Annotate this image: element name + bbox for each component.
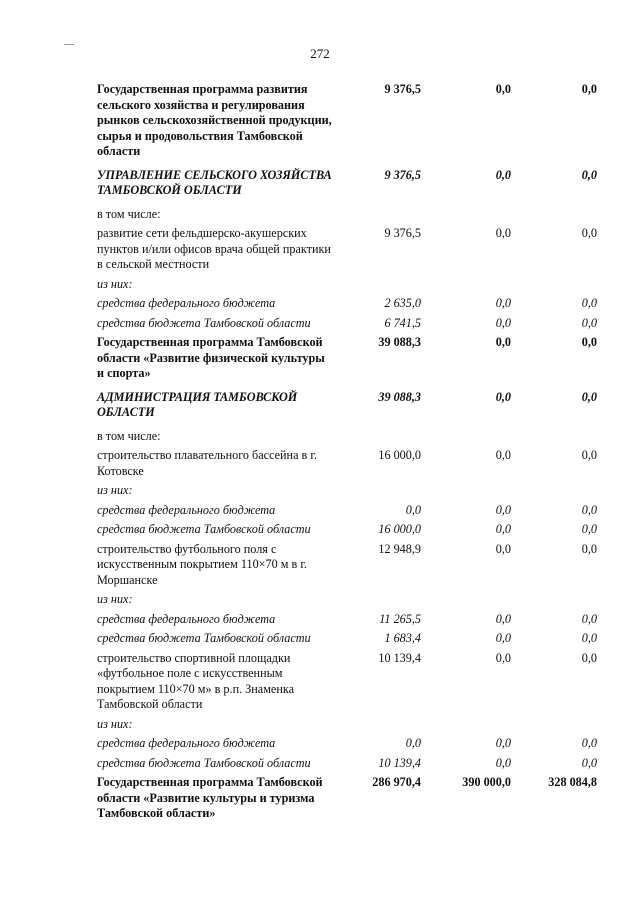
row-label: АДМИНИСТРАЦИЯ ТАМБОВСКОЙ ОБЛАСТИ xyxy=(97,389,298,419)
value-col-1: 10 139,4 xyxy=(378,650,421,665)
table-row xyxy=(97,316,597,332)
value-col-1: 9 376,5 xyxy=(384,82,421,96)
value-col-1: 10 139,4 xyxy=(378,755,421,770)
table-row xyxy=(97,296,597,312)
row-label: средства федерального бюджета xyxy=(97,611,276,626)
value-col-2: 0,0 xyxy=(495,611,511,626)
table-row xyxy=(97,522,597,538)
table-row xyxy=(97,612,597,628)
value-col-2: 0,0 xyxy=(495,335,511,349)
table-row xyxy=(97,775,597,822)
value-col-2: 0,0 xyxy=(495,755,511,770)
row-label: из них: xyxy=(97,483,133,497)
value-col-3: 0,0 xyxy=(581,335,597,349)
value-col-1: 12 948,9 xyxy=(378,541,421,556)
row-label: средства бюджета Тамбовской области xyxy=(97,315,311,330)
value-col-1: 0,0 xyxy=(405,502,421,517)
table-row xyxy=(97,207,597,223)
value-col-3: 0,0 xyxy=(581,755,597,770)
row-label: средства бюджета Тамбовской области xyxy=(97,522,311,536)
value-col-2: 0,0 xyxy=(495,82,511,96)
table-row xyxy=(97,651,597,713)
value-col-2: 0,0 xyxy=(495,167,511,182)
value-col-2: 0,0 xyxy=(495,448,511,462)
table-row xyxy=(97,503,597,519)
value-col-1: 39 088,3 xyxy=(378,335,421,349)
table-row xyxy=(97,631,597,647)
value-col-3: 0,0 xyxy=(581,167,597,182)
row-label: строительство плавательного бассейна в г. Котовске xyxy=(97,448,318,478)
row-label: строительство футбольного поля с искусственным покрытием 110×70 м в г. Моршанске xyxy=(97,541,308,587)
table-row xyxy=(97,592,597,608)
row-label: из них: xyxy=(97,592,133,606)
table-row xyxy=(97,429,597,445)
value-col-3: 0,0 xyxy=(581,502,597,517)
row-label: Государственная программа Тамбовской области «Развитие культуры и туризма Тамбовской области» xyxy=(97,775,323,820)
table-row xyxy=(97,717,597,733)
value-col-1: 39 088,3 xyxy=(378,389,421,404)
row-label: средства бюджета Тамбовской области xyxy=(97,631,311,645)
row-label: из них: xyxy=(97,716,133,731)
value-col-3: 0,0 xyxy=(581,631,597,645)
value-col-1: 286 970,4 xyxy=(372,775,421,789)
budget-table xyxy=(97,82,597,830)
scan-mark xyxy=(64,44,74,45)
value-col-2: 0,0 xyxy=(495,522,511,536)
row-label: из них: xyxy=(97,276,133,291)
value-col-1: 0,0 xyxy=(405,736,421,750)
row-label: УПРАВЛЕНИЕ СЕЛЬСКОГО ХОЗЯЙСТВА ТАМБОВСКОЙ ОБЛАСТИ xyxy=(97,167,332,197)
table-row xyxy=(97,390,597,421)
table-row xyxy=(97,483,597,499)
value-col-2: 0,0 xyxy=(495,631,511,645)
table-row xyxy=(97,448,597,479)
value-col-2: 0,0 xyxy=(495,541,511,556)
row-label: Государственная программа развития сельского хозяйства и регулирования рынков сельскохозяйственной продукции, сырья и продовольствия Тамбовской области xyxy=(97,82,332,158)
value-col-3: 0,0 xyxy=(581,389,597,404)
value-col-3: 0,0 xyxy=(581,226,597,240)
value-col-1: 9 376,5 xyxy=(384,226,421,240)
table-row xyxy=(97,736,597,752)
value-col-1: 16 000,0 xyxy=(378,522,421,536)
value-col-2: 0,0 xyxy=(495,226,511,240)
table-row xyxy=(97,82,597,160)
value-col-2: 0,0 xyxy=(495,650,511,665)
value-col-1: 11 265,5 xyxy=(379,611,421,626)
value-col-2: 390 000,0 xyxy=(462,775,511,789)
value-col-3: 0,0 xyxy=(581,736,597,750)
row-label: средства федерального бюджета xyxy=(97,736,276,750)
row-label: средства бюджета Тамбовской области xyxy=(97,755,311,770)
value-col-1: 1 683,4 xyxy=(384,631,421,645)
table-row xyxy=(97,542,597,589)
value-col-2: 0,0 xyxy=(495,736,511,750)
row-label: в том числе: xyxy=(97,206,161,221)
table-row xyxy=(97,277,597,293)
value-col-3: 328 084,8 xyxy=(548,775,597,789)
row-label: развитие сети фельдшерско-акушерских пунктов и/или офисов врача общей практики в сельской местности xyxy=(97,226,331,271)
value-col-3: 0,0 xyxy=(581,296,597,310)
value-col-1: 2 635,0 xyxy=(384,296,421,310)
value-col-2: 0,0 xyxy=(495,315,511,330)
table-row xyxy=(97,168,597,199)
value-col-3: 0,0 xyxy=(581,82,597,96)
value-col-3: 0,0 xyxy=(581,650,597,665)
value-col-1: 16 000,0 xyxy=(378,448,421,462)
row-label: Государственная программа Тамбовской области «Развитие физической культуры и спорта» xyxy=(97,335,325,380)
value-col-2: 0,0 xyxy=(495,502,511,517)
value-col-2: 0,0 xyxy=(495,296,511,310)
row-label: средства федерального бюджета xyxy=(97,296,276,310)
value-col-3: 0,0 xyxy=(581,611,597,626)
table-row xyxy=(97,335,597,382)
value-col-3: 0,0 xyxy=(581,541,597,556)
row-label: средства федерального бюджета xyxy=(97,502,276,517)
page-number: 272 xyxy=(310,46,330,61)
value-col-1: 6 741,5 xyxy=(384,315,421,330)
value-col-3: 0,0 xyxy=(581,315,597,330)
row-label: в том числе: xyxy=(97,428,161,443)
value-col-3: 0,0 xyxy=(581,448,597,462)
value-col-1: 9 376,5 xyxy=(384,167,421,182)
table-row xyxy=(97,756,597,772)
row-label: строительство спортивной площадки «футбольное поле с искусственным покрытием 110×70 м» в р.п. Знаменка Тамбовской области xyxy=(97,650,295,711)
value-col-2: 0,0 xyxy=(495,389,511,404)
value-col-3: 0,0 xyxy=(581,522,597,536)
table-row xyxy=(97,226,597,273)
